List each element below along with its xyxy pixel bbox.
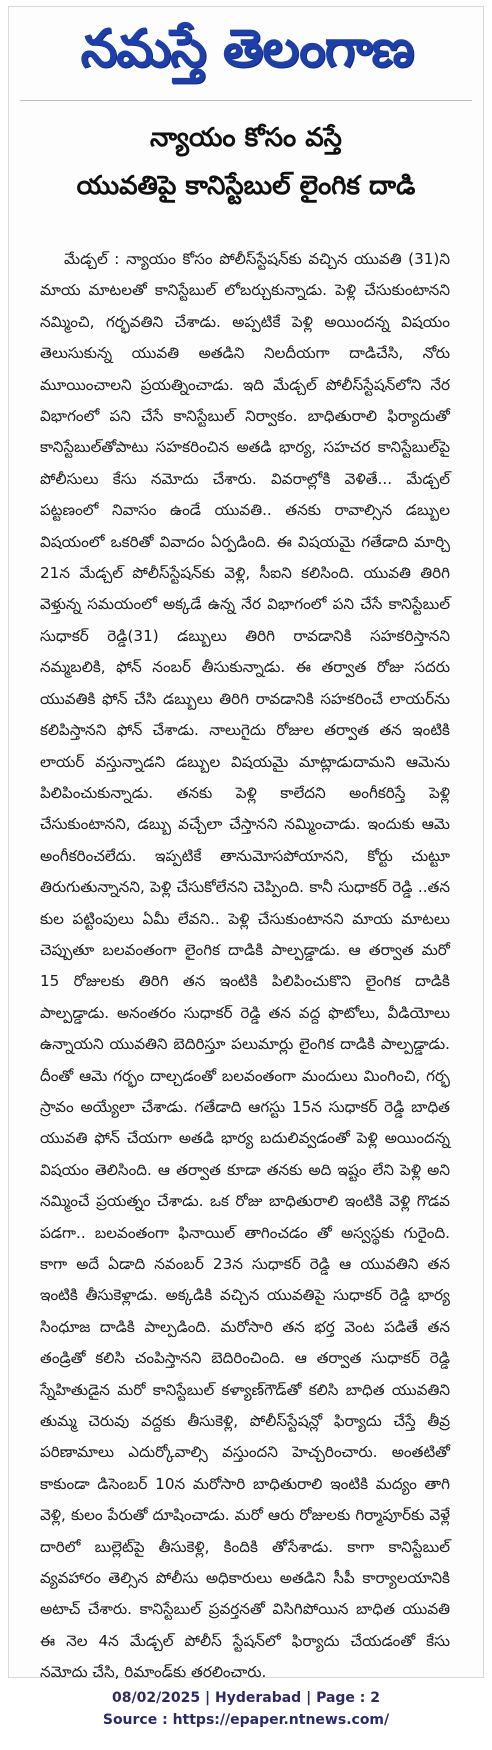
article-body <box>40 244 450 1682</box>
headline-line-2: యువతిపై కానిస్టేబుల్ లైంగిక దాడి <box>76 171 416 201</box>
article-paragraph: మేడ్చల్ : న్యాయం కోసం పోలీస్‌స్టేషన్‌కు వచ్చిన యువతి (31)ని మాయ మాటలతో కానిస్టేబుల్ లోబర్చుకున్నాడు. పెళ్లి చేసుకుంటానని నమ్మించి, గర్భవతిని చేశాడు. అప్పటికే పెళ్లి అయిందన్న విషయం తెలుసుకున్న యువతి అతడిని నిలదీయగా దాడిచేసి, నోరు మూయించాలని ప్రయత్నించాడు. ఇది మేడ్చల్ పోలీస్‌స్టేషన్‌లోని నేర విభాగంలో పని చేసే కానిస్టేబుల్ నిర్వాకం. బాధితురాలి ఫిర్యాదుతో కానిస్టేబుల్‌తోపాటు సహకరించిన అతడి భార్య, సహచర కానిస్టేబుల్‌పై పోలీసులు కేసు నమోదు చేశారు. వివరాల్లోకి వెళితే... మేడ్చల్ పట్టణంలో నివాసం ఉండే యువతి.. తనకు రావాల్సిన డబ్బుల విషయంలో ఒకరితో వివాదం ఏర్పడింది. ఈ విషయమై గతేడాది మార్చి 21న మేడ్చల్ పోలీస్‌స్టేషన్‌కు వెళ్లి, సీఐని కలిసింది. యువతి తిరిగి వెళ్తున్న సమయంలో అక్కడే ఉన్న నేర విభాగంలో పని చేసే కానిస్టేబుల్ సుధాకర్ రెడ్డి(31) డబ్బులు తిరిగి రావడానికి సహకరిస్తానని నమ్మబలికి, ఫోన్ నంబర్ తీసుకున్నాడు. ఈ తర్వాత రోజు సదరు యువతికి ఫోన్ చేసి డబ్బులు తిరిగి రావడానికి సహకరించే లాయర్‌ను కలిపిస్తానని ఫోన్ చేశాడు. నాలుగైదు రోజుల తర్వాత తన ఇంటికి లాయర్ వస్తున్నాడని డబ్బుల విషయమై మాట్లాడుదామని ఆమెను పిలిపించుకున్నాడు. తనకు పెళ్లి కాలేదని అంగీకరిస్తే పెళ్లి చేసుకుంటానని, డబ్బు వచ్చేలా చేస్తానని నమ్మించాడు. ఇందుకు ఆమె అంగీకరించలేదు. ఇప్పటికే తానుమోసపోయానని, కోర్టు చుట్టూ తిరుగుతున్నానని, పెళ్లి చేసుకోలేనని చెప్పింది. కానీ సుధాకర్ రెడ్డి ..తన కుల పట్టింపులు ఏమీ లేవని.. పెళ్లి చేసుకుంటానని మాయ మాటలు చెప్పుతూ బలవంతంగా లైంగిక దాడికి పాల్పడ్డాడు. ఆ తర్వాత మరో 15 రోజులకు తిరిగి తన ఇంటికి పిలిపించుకొని లైంగిక దాడికి పాల్పడ్డాడు. అనంతరం సుధాకర్ రెడ్డి తన వద్ద ఫొటోలు, వీడియోలు ఉన్నాయని యువతిని బెదిరిస్తూ పలుమార్లు లైంగిక దాడికి పాల్పడ్డాడు. దీంతో ఆమె గర్భం దాల్చడంతో బలవంతంగా మందులు మింగించి, గర్భ స్రావం అయ్యేలా చేశాడు. గతేడాది ఆగస్టు 15న సుధాకర్ రెడ్డి బాధిత యువతి ఫోన్ చేయగా అతడి భార్య బదులివ్వడంతో పెళ్లి అయిందన్న విషయం తెలిసింది. ఆ తర్వాత కూడా తనకు అది ఇష్టం లేని పెళ్లి అని నమ్మించే ప్రయత్నం చేశాడు. ఒక రోజు బాధితురాలి ఇంటికి వెళ్లి గొడవ పడగా.. బలవంతంగా ఫినాయిల్ తాగించడం తో అస్వస్థకు గురైంది. కాగా అదే ఏడాది నవంబర్ 23న సుధాకర్ రెడ్డి ఆ యువతిని తన ఇంటికి తీసుకెళ్లాడు. అక్కడికి వచ్చిన యువతిపై సుధాకర్ రెడ్డి భార్య సింధూజ దాడికి పాల్పడింది. మరోసారి తన భర్త వెంట పడితే తన తండ్రితో కలిసి చంపిస్తానని బెదిరించింది. ఆ తర్వాత సుధాకర్ రెడ్డి స్నేహితుడైన మరో కానిస్టేబుల్ కళ్యాణ్‌గౌడ్‌తో కలిసి బాధిత యువతిని తుమ్మ చెరువు వద్దకు తీసుకెళ్లి, పోలీస్‌స్టేషన్లో ఫిర్యాదు చేస్తే తీవ్ర పరిణామాలు ఎదుర్కోవాల్సి వస్తుందని హెచ్చరించారు. అంతటితో కాకుండా డిసెంబర్ 10న మరోసారి బాధితురాలి ఇంటికి మద్యం తాగి వెళ్లి, కులం పేరుతో దూషించాడు. మరో ఆరు రోజులకు గిర్మాపూర్‌కు వెళ్లే దారిలో బుల్లెట్‌పై తీసుకెళ్లి, కిందికి తోసేశాడు. కాగా కానిస్టేబుల్ వ్యవహారం తెల్సిన పోలీసు అధికారులు అతడిని సీపీ కార్యాలయానికి అటాచ్ చేశారు. కానిస్టేబుల్ ప్రవర్తనతో విసిగిపోయిన బాధిత యువతి ఈ నెల 4న మేడ్చల్ పోలీస్ స్టేషన్‌లో ఫిర్యాదు చేయడంతో కేసు నమోదు చేసి, రిమాండ్‌కు తరలించారు. <box>40 250 450 1682</box>
source-link[interactable]: Source : https://epaper.ntnews.com/ <box>102 1712 390 1728</box>
masthead-divider <box>20 100 472 101</box>
headline-line-1: న్యాయం కోసం వస్తే <box>150 123 342 153</box>
newspaper-masthead: నమస్తే తెలంగాణ <box>80 18 414 79</box>
publication-info: 08/02/2025 | Hyderabad | Page : 2 <box>111 1690 381 1706</box>
